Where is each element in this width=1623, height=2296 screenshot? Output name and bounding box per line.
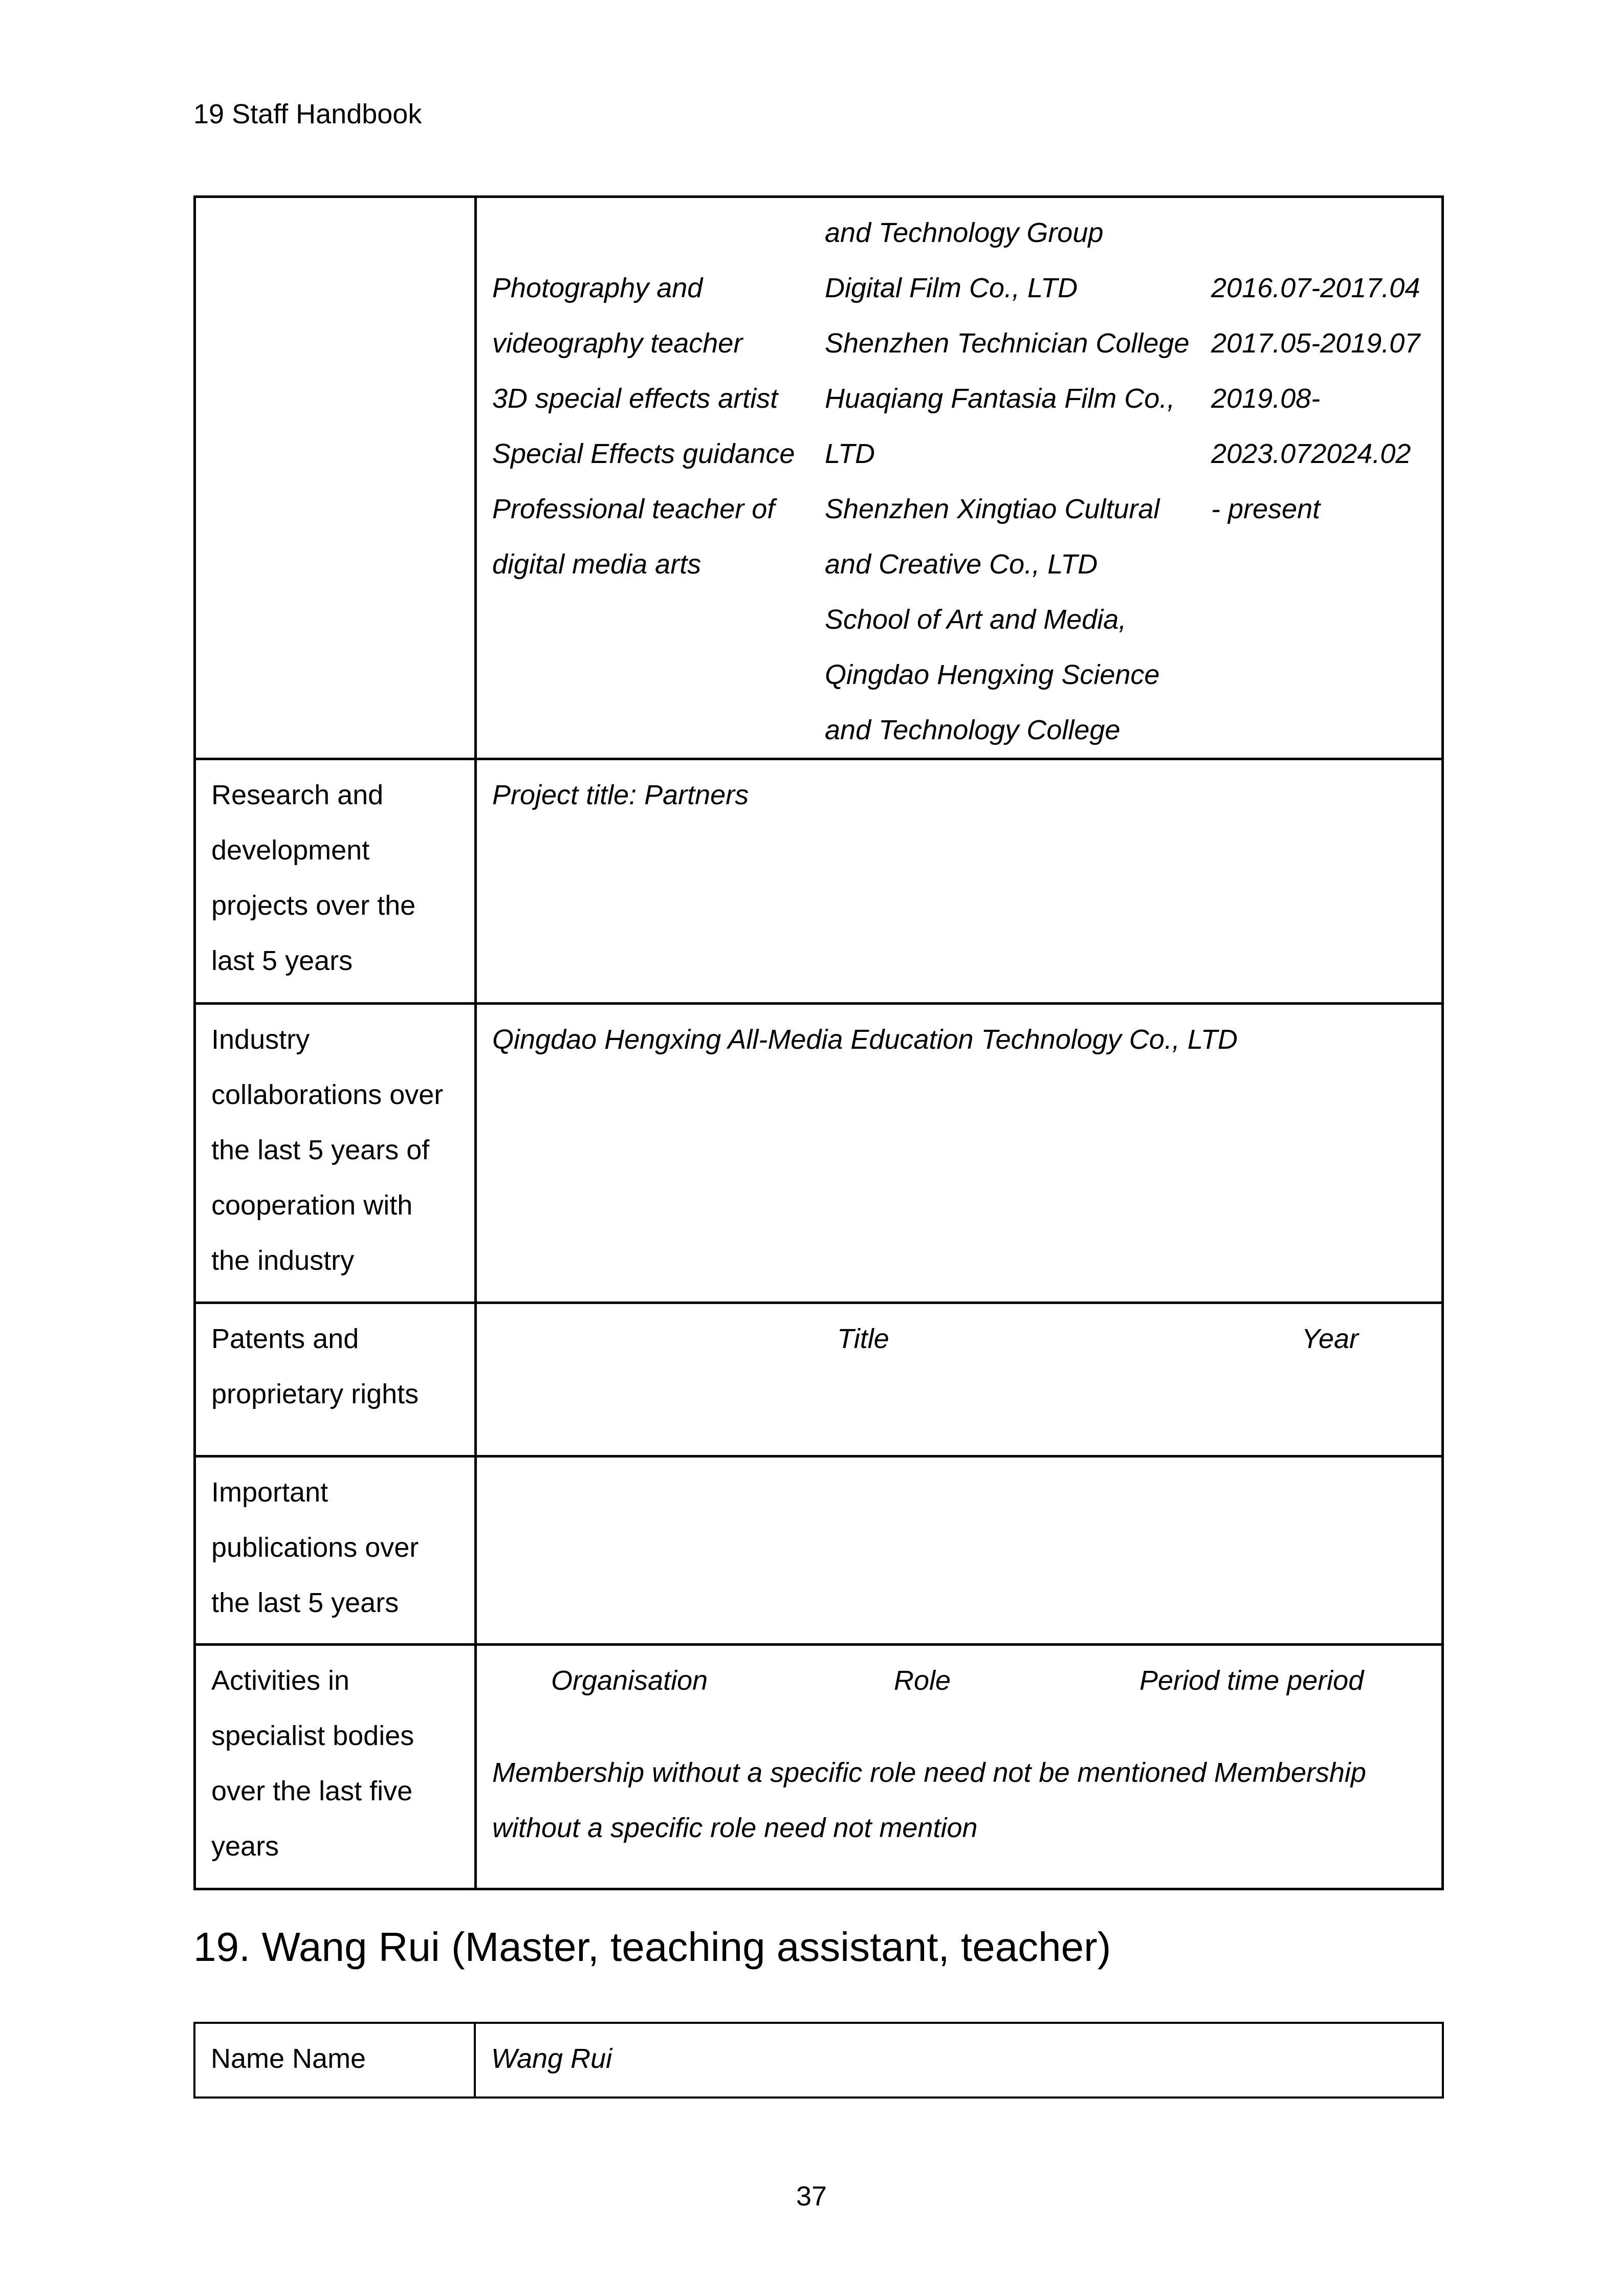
publications-label: Important publications over the last 5 years	[195, 1456, 476, 1645]
activities-role-header: Role	[894, 1665, 951, 1696]
period-line: - present	[1211, 494, 1321, 524]
name-table	[193, 2022, 1444, 2099]
patents-year-header: Year	[1301, 1323, 1359, 1354]
research-value: Project title: Partners	[476, 759, 1443, 1004]
employer-line: and Technology College	[825, 715, 1121, 745]
periods-column	[1211, 205, 1426, 758]
publications-value	[476, 1456, 1443, 1645]
table-row-activities	[195, 1645, 1443, 1889]
table-row-research	[195, 759, 1443, 1004]
employer-line: LTD	[825, 438, 875, 469]
table-row-patents	[195, 1303, 1443, 1456]
employers-column	[825, 205, 1211, 758]
table-row-name	[194, 2023, 1443, 2098]
role-line: videography teacher	[492, 328, 743, 359]
employer-line: School of Art and Media,	[825, 604, 1127, 635]
name-value: Wang Rui	[475, 2023, 1443, 2098]
activities-period-header: Period time period	[1139, 1665, 1364, 1696]
role-line: Professional teacher of	[492, 494, 775, 524]
period-line: 2023.072024.02	[1211, 438, 1411, 469]
page-header: 19 Staff Handbook	[193, 99, 422, 129]
role-line: digital media arts	[492, 549, 701, 580]
section-heading: 19. Wang Rui (Master, teaching assistant, teacher)	[193, 1924, 1111, 1970]
role-line: 3D special effects artist	[492, 383, 778, 414]
experience-value-cell	[476, 197, 1443, 759]
employer-line: Digital Film Co., LTD	[825, 273, 1078, 303]
page-number: 37	[796, 2181, 827, 2212]
period-line: 2017.05-2019.07	[1211, 328, 1420, 359]
name-label: Name Name	[194, 2023, 475, 2098]
activities-note: Membership without a specific role need not be mentioned Membership without a specific role need not mention	[492, 1757, 1366, 1843]
employer-line: and Technology Group	[825, 217, 1104, 248]
employer-line: Huaqiang Fantasia Film Co.,	[825, 383, 1175, 414]
industry-value: Qingdao Hengxing All-Media Education Technology Co., LTD	[476, 1004, 1443, 1303]
role-line	[492, 205, 825, 260]
employer-line: and Creative Co., LTD	[825, 549, 1098, 580]
table-row-experience	[195, 197, 1443, 759]
activities-organisation-header: Organisation	[551, 1665, 708, 1696]
experience-label-cell	[195, 197, 476, 759]
role-line: Photography and	[492, 273, 703, 303]
staff-profile-table	[193, 195, 1444, 1890]
industry-label: Industry collaborations over the last 5 years of cooperation with the industry	[195, 1004, 476, 1303]
role-line: Special Effects guidance	[492, 438, 795, 469]
table-row-publications	[195, 1456, 1443, 1645]
period-line	[1211, 205, 1426, 260]
patents-value	[476, 1303, 1443, 1456]
employer-line: Shenzhen Xingtiao Cultural	[825, 494, 1160, 524]
activities-label: Activities in specialist bodies over the last five years	[195, 1645, 476, 1889]
patents-label: Patents and proprietary rights	[195, 1303, 476, 1456]
activities-value	[476, 1645, 1443, 1889]
patents-title-header: Title	[837, 1323, 889, 1354]
employer-line: Shenzhen Technician College	[825, 328, 1190, 359]
period-line: 2019.08-	[1211, 383, 1321, 414]
table-row-industry	[195, 1004, 1443, 1303]
roles-column	[492, 205, 825, 758]
research-label: Research and development projects over the last 5 years	[195, 759, 476, 1004]
period-line: 2016.07-2017.04	[1211, 273, 1420, 303]
employer-line: Qingdao Hengxing Science	[825, 659, 1160, 690]
